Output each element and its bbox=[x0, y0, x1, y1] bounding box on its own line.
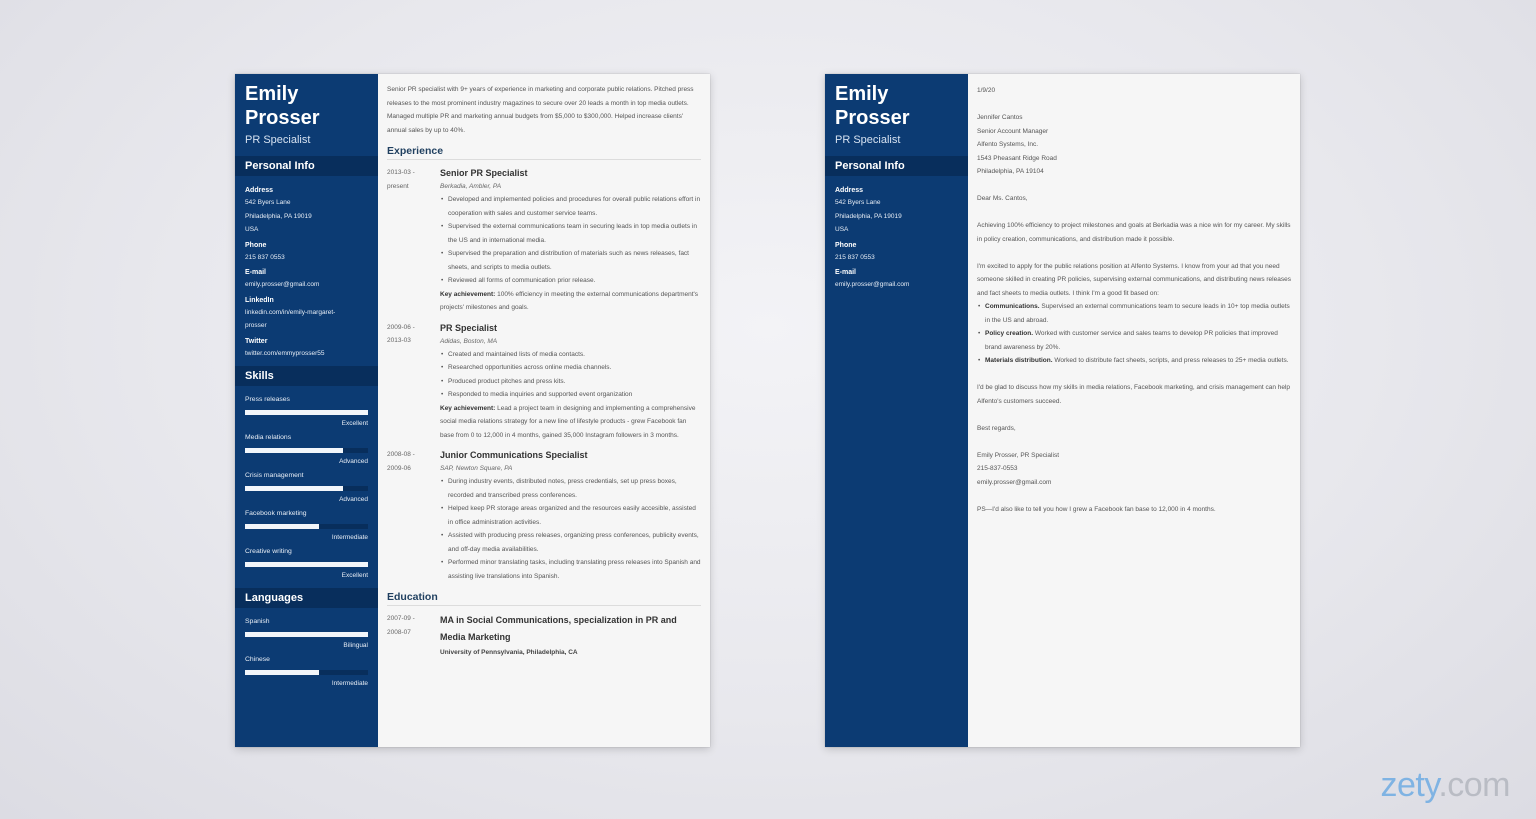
languages-list bbox=[235, 608, 378, 694]
personal-info bbox=[825, 176, 968, 296]
paragraph-opening: Achieving 100% efficiency to project milestones and goals at Berkadia was a nice win for my career. My skills in policy creation, communications, and distribution made it possible. bbox=[977, 222, 1291, 243]
skill-bar-fill bbox=[245, 524, 319, 529]
job-entry bbox=[387, 321, 701, 443]
job-bullets bbox=[440, 348, 701, 402]
recipient-line: Philadelphia, PA 19104 bbox=[977, 168, 1044, 175]
paragraph-closing: I'd be glad to discuss how my skills in media relations, Facebook marketing, and crisis management can help Alfento's customers succeed. bbox=[977, 384, 1291, 405]
linkedin-link[interactable]: linkedin.com/in/emily-margaret- bbox=[245, 308, 336, 316]
job-title: PR Specialist bbox=[835, 134, 901, 146]
resume-main bbox=[378, 74, 710, 747]
skill-level: Intermediate bbox=[331, 534, 368, 541]
info-label: E-mail bbox=[835, 269, 857, 276]
first-name: Emily bbox=[245, 83, 299, 105]
signature-line: 215-837-0553 bbox=[977, 465, 1018, 472]
job-bullet: • Researched opportunities across online media channels. bbox=[440, 361, 701, 375]
recipient-line: Senior Account Manager bbox=[977, 127, 1049, 135]
language-name: Chinese bbox=[245, 656, 270, 663]
skill-bar-fill bbox=[245, 410, 368, 415]
language-level: Bilingual bbox=[343, 642, 368, 649]
info-label: Address bbox=[245, 187, 274, 194]
first-name: Emily bbox=[835, 83, 889, 105]
job-company: Adidas, Boston, MA bbox=[440, 337, 498, 345]
skill-item bbox=[245, 394, 368, 430]
skill-level: Advanced bbox=[339, 458, 368, 465]
job-company: SAP, Newton Square, PA bbox=[440, 465, 513, 472]
skill-level: Advanced bbox=[339, 496, 368, 503]
degree: MA in Social Communications, specialization in PR and Media Marketing bbox=[440, 615, 677, 642]
name-block bbox=[825, 74, 968, 154]
language-item bbox=[245, 616, 368, 652]
personal-info-heading: Personal Info bbox=[825, 156, 968, 176]
skill-bar-fill bbox=[245, 448, 343, 453]
date-end: 2009-06 bbox=[387, 464, 411, 472]
job-bullets bbox=[440, 475, 701, 583]
language-bar-fill bbox=[245, 632, 368, 637]
job-bullet: • Reviewed all forms of communication prior release. bbox=[440, 274, 701, 288]
education-body bbox=[440, 612, 701, 659]
skill-item bbox=[245, 508, 368, 544]
key-achievement-label: Key achievement: bbox=[440, 404, 496, 412]
job-bullets bbox=[440, 193, 701, 288]
date-start: 2008-08 - bbox=[387, 451, 415, 458]
job-entry bbox=[387, 448, 701, 583]
job-body bbox=[440, 166, 701, 315]
recipient-line: Jennifer Cantos bbox=[977, 114, 1023, 121]
job-position: Senior PR Specialist bbox=[440, 168, 528, 178]
info-value: USA bbox=[835, 226, 849, 233]
skills-list bbox=[235, 386, 378, 586]
education-entry bbox=[387, 612, 701, 659]
job-entry bbox=[387, 166, 701, 315]
letter-bullet bbox=[977, 327, 1291, 354]
signature-line: Emily Prosser, PR Specialist bbox=[977, 451, 1059, 459]
skill-item bbox=[245, 470, 368, 506]
letter-bullet bbox=[977, 300, 1291, 327]
info-value: 215 837 0553 bbox=[245, 253, 285, 261]
recipient-line: Alfento Systems, Inc. bbox=[977, 141, 1039, 148]
bullet-text: Worked to distribute fact sheets, scripts, and press releases to 25+ media outlets. bbox=[1052, 357, 1289, 364]
date-end: present bbox=[387, 182, 409, 190]
education-dates bbox=[387, 612, 440, 659]
date-start: 2009-06 - bbox=[387, 323, 415, 331]
job-bullet: • Supervised the preparation and distribution of materials such as news releases, fact sheets, and scripts to media outlets. bbox=[440, 247, 701, 274]
skill-bar bbox=[245, 410, 368, 415]
job-bullet: • Produced product pitches and press kits. bbox=[440, 375, 701, 389]
job-dates bbox=[387, 166, 440, 315]
info-label: Twitter bbox=[245, 337, 268, 345]
info-value: Philadelphia, PA 19019 bbox=[245, 212, 312, 220]
info-value: 215 837 0553 bbox=[835, 253, 875, 261]
last-name: Prosser bbox=[245, 107, 320, 129]
personal-info bbox=[235, 176, 378, 364]
key-achievement-label: Key achievement: bbox=[440, 290, 496, 298]
education-heading: Education bbox=[387, 591, 701, 606]
experience-heading: Experience bbox=[387, 145, 701, 160]
bullet-heading: Materials distribution. bbox=[985, 357, 1053, 364]
job-bullet: • Helped keep PR storage areas organized and the resources easily accesible, assisted in office administration activities. bbox=[440, 502, 701, 529]
skills-heading: Skills bbox=[235, 366, 378, 386]
info-label: Phone bbox=[835, 241, 857, 249]
key-achievement-text: Lead a project team in designing and implementing a comprehensive social media relations strategy for a new line of lifestyle products - grew Facebook fan base from 0 to 12,000 in 4 months, gained 35,000 Instagram followers in 3 months. bbox=[440, 404, 696, 439]
date-end: 2008-07 bbox=[387, 628, 411, 636]
bullet-heading: Policy creation. bbox=[985, 330, 1034, 337]
letter-body bbox=[968, 74, 1300, 747]
job-bullet: • During industry events, distributed notes, press credentials, set up press boxes, recorded and transcribed press conferences. bbox=[440, 475, 701, 502]
date-start: 2013-03 - bbox=[387, 169, 415, 176]
skill-level: Excellent bbox=[341, 420, 368, 427]
recipient-block bbox=[977, 111, 1291, 179]
job-dates bbox=[387, 321, 440, 443]
skill-item bbox=[245, 546, 368, 582]
zety-watermark-logo bbox=[1380, 766, 1510, 805]
info-label: E-mail bbox=[245, 269, 267, 276]
info-label: Phone bbox=[245, 241, 267, 249]
skill-name: Creative writing bbox=[245, 548, 292, 555]
info-value: 542 Byers Lane bbox=[835, 199, 881, 206]
closing: Best regards, bbox=[977, 424, 1016, 432]
twitter-link[interactable]: twitter.com/emmyprosser55 bbox=[245, 349, 325, 357]
skill-name: Media relations bbox=[245, 434, 292, 441]
skill-name: Facebook marketing bbox=[245, 510, 307, 517]
language-bar-fill bbox=[245, 670, 319, 675]
recipient-line: 1543 Pheasant Ridge Road bbox=[977, 154, 1057, 162]
key-achievement-text: 100% efficiency in meeting the external communications department's projects' milestones and goals. bbox=[440, 290, 699, 311]
job-company: Berkadia, Ambler, PA bbox=[440, 183, 502, 190]
resume-page bbox=[235, 74, 710, 747]
job-bullet: • Performed minor translating tasks, including translating press releases into Spanish and assisting live translations into Spanish. bbox=[440, 556, 701, 583]
language-bar bbox=[245, 670, 368, 675]
skill-level: Excellent bbox=[341, 572, 368, 579]
signature-block bbox=[977, 449, 1291, 490]
skill-bar bbox=[245, 486, 368, 491]
languages-heading: Languages bbox=[235, 588, 378, 608]
resume-sidebar bbox=[235, 74, 378, 747]
personal-info-heading: Personal Info bbox=[235, 156, 378, 176]
skill-bar-fill bbox=[245, 562, 368, 567]
date-start: 2007-09 - bbox=[387, 615, 415, 622]
skill-bar-fill bbox=[245, 486, 343, 491]
profile-summary: Senior PR specialist with 9+ years of experience in marketing and corporate public relations. Pitched press releases to the most prominent industry magazines to secure over 20 leads a month in top media outlets. Managed multiple PR and marketing annual budgets from $5,000 to $300,000. Helped increase clients' annual sales by up to 40%. bbox=[387, 86, 694, 134]
language-name: Spanish bbox=[245, 618, 270, 625]
cover-letter-sidebar bbox=[825, 74, 968, 747]
skill-item bbox=[245, 432, 368, 468]
info-value: Philadelphia, PA 19019 bbox=[835, 212, 902, 220]
cover-letter-page bbox=[825, 74, 1300, 747]
bullet-text: Worked with customer service and sales teams to develop PR policies that improved brand awareness by 20%. bbox=[985, 330, 1278, 351]
job-dates bbox=[387, 448, 440, 583]
bullet-heading: Communications. bbox=[985, 303, 1040, 310]
language-level: Intermediate bbox=[331, 680, 368, 687]
info-label: LinkedIn bbox=[245, 296, 274, 304]
last-name: Prosser bbox=[835, 107, 910, 129]
postscript: PS—I'd also like to tell you how I grew a Facebook fan base to 12,000 in 4 months. bbox=[977, 505, 1216, 513]
watermark-brand: zety bbox=[1380, 766, 1439, 804]
date-end: 2013-03 bbox=[387, 337, 411, 344]
job-bullet: • Responded to media inquiries and supported event organization bbox=[440, 388, 701, 402]
key-achievement bbox=[440, 402, 701, 443]
job-position: PR Specialist bbox=[440, 322, 498, 333]
school: University of Pennsylvania, Philadelphia, CA bbox=[440, 649, 578, 656]
job-bullet: • Developed and implemented policies and procedures for overall public relations effort in cooperation with sales and customer service teams. bbox=[440, 193, 701, 220]
name-block bbox=[235, 74, 378, 154]
watermark-tld: .com bbox=[1438, 766, 1510, 804]
job-bullet: • Supervised the external communications team in securing leads in top media outlets in the US and in international media. bbox=[440, 220, 701, 247]
letter-date: 1/9/20 bbox=[977, 87, 996, 94]
job-title: PR Specialist bbox=[245, 134, 311, 146]
skill-bar bbox=[245, 562, 368, 567]
job-bullet: • Assisted with producing press releases, organizing press conferences, publicity events, and off-day media availabilities. bbox=[440, 529, 701, 556]
language-bar bbox=[245, 632, 368, 637]
info-value: 542 Byers Lane bbox=[245, 199, 291, 206]
bullet-text: Supervised an external communications team to secure leads in 10+ top media outlets in the US and abroad. bbox=[985, 303, 1290, 324]
signature-line: emily.prosser@gmail.com bbox=[977, 478, 1052, 486]
skill-name: Crisis management bbox=[245, 472, 304, 479]
paragraph-fit: I'm excited to apply for the public relations position at Alfento Systems. I know from your ad that you need someone skilled in creating PR policies, supervising external communications, and distributing news releases and fact sheets to media outlets. I think I'm a good fit based on: bbox=[977, 262, 1291, 297]
job-body bbox=[440, 321, 701, 443]
letter-bullets bbox=[977, 300, 1291, 368]
key-achievement bbox=[440, 288, 701, 315]
info-label: Address bbox=[835, 187, 864, 194]
greeting: Dear Ms. Cantos, bbox=[977, 195, 1028, 202]
skill-bar bbox=[245, 524, 368, 529]
job-position: Junior Communications Specialist bbox=[440, 450, 588, 460]
email-link[interactable]: emily.prosser@gmail.com bbox=[245, 281, 320, 288]
skill-name: Press releases bbox=[245, 396, 290, 403]
email-link[interactable]: emily.prosser@gmail.com bbox=[835, 281, 910, 288]
info-value: USA bbox=[245, 226, 259, 233]
job-bullet: • Created and maintained lists of media contacts. bbox=[440, 348, 701, 362]
linkedin-link[interactable]: prosser bbox=[245, 322, 267, 329]
skill-bar bbox=[245, 448, 368, 453]
job-body bbox=[440, 448, 701, 583]
language-item bbox=[245, 654, 368, 690]
letter-bullet bbox=[977, 354, 1291, 368]
